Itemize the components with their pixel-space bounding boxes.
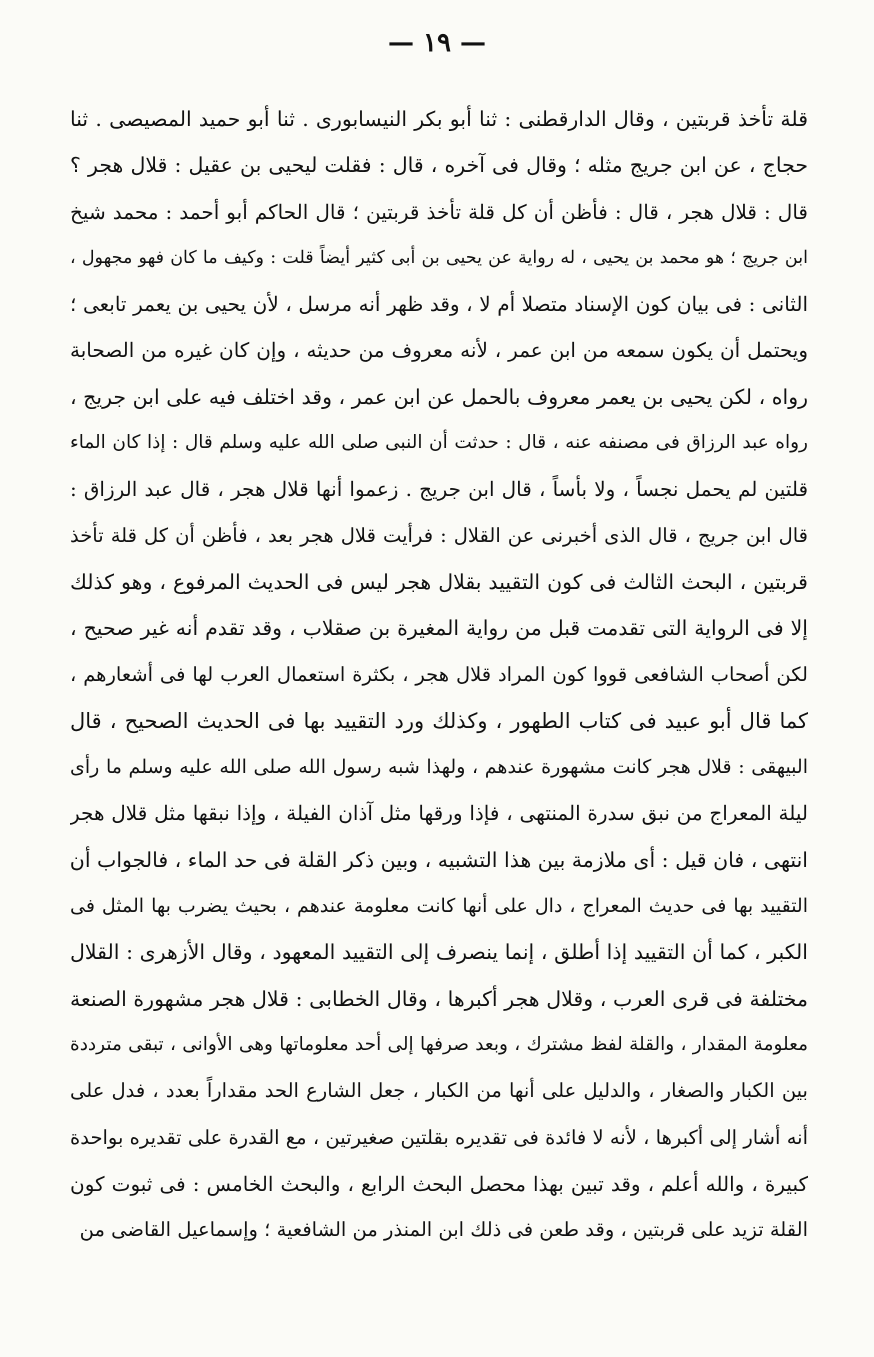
text-line: لكن أصحاب الشافعى قووا كون المراد قلال هجر ، بكثرة استعمال العرب لها فى أشعارهم ،	[70, 662, 808, 686]
text-line: الكبر ، كما أن التقييد إذا أطلق ، إنما ينصرف إلى التقييد المعهود ، وقال الأزهرى : القلال	[70, 940, 808, 965]
text-line: أنه أشار إلى أكبرها ، لأنه لا فائدة فى تقديره بقلتين صغيرتين ، مع القدرة على تقديره بواحدة	[70, 1125, 808, 1149]
text-line: قربتين ، البحث الثالث فى كون التقييد بقلال هجر ليس فى الحديث المرفوع ، وهو كذلك	[70, 569, 808, 594]
text-line: كما قال أبو عبيد فى كتاب الطهور ، وكذلك ورد التقييد بها فى الحديث الصحيح ، قال	[70, 708, 808, 733]
text-line: ليلة المعراج من نبق سدرة المنتهى ، فإذا ورقها مثل آذان الفيلة ، وإذا نبقها مثل قلال هجر	[70, 801, 808, 826]
text-line: ابن جريج ؛ هو محمد بن يحيى ، له رواية عن يحيى بن أبى كثير أيضاً قلت : وكيف ما كان فهو مجهول ،	[70, 247, 808, 268]
text-line: كبيرة ، والله أعلم ، وقد تبين بهذا محصل البحث الرابع ، والبحث الخامس : فى ثبوت كون	[70, 1171, 808, 1196]
text-line: القلة تزيد على قربتين ، وقد طعن فى ذلك ابن المنذر من الشافعية ؛ وإسماعيل القاضى من	[79, 1218, 808, 1242]
text-line: البيهقى : قلال هجر كانت مشهورة عندهم ، ولهذا شبه رسول الله صلى الله عليه وسلم ما رأى	[70, 756, 808, 779]
text-line: رواه ، لكن يحيى بن يعمر معروف بالحمل عن ابن عمر ، وقد اختلف فيه على ابن جريج ،	[70, 384, 808, 409]
body-text	[70, 96, 808, 1253]
text-line: حجاج ، عن ابن جريج مثله ؛ وقال فى آخره ، قال : فقلت ليحيى بن عقيل : قلال هجر ؟	[70, 153, 808, 178]
text-line: التقييد بها فى حديث المعراج ، دال على أنها كانت معلومة عندهم ، بحيث يضرب بها المثل فى	[70, 895, 808, 918]
text-line: بين الكبار والصغار ، والدليل على أنها من الكبار ، جعل الشارع الحد مقداراً بعدد ، فدل على	[70, 1079, 808, 1103]
text-line: قلتين لم يحمل نجساً ، ولا بأساً ، قال ابن جريج . زعموا أنها قلال هجر ، قال عبد الرزاق :	[70, 477, 808, 502]
text-line: قال ابن جريج ، قال الذى أخبرنى عن القلال : فرأيت قلال هجر بعد ، فأظن أن كل قلة تأخذ	[70, 523, 808, 547]
text-line: انتهى ، فان قيل : أى ملازمة بين هذا التشبيه ، وبين ذكر القلة فى حد الماء ، فالجواب أن	[70, 847, 808, 872]
text-line: إلا فى الرواية التى تقدمت قبل من رواية المغيرة بن صقلاب ، وقد تقدم أنه غير صحيح ،	[70, 616, 808, 641]
text-line: ويحتمل أن يكون سمعه من ابن عمر ، لأنه معروف من حديثه ، وإن كان غيره من الصحابة	[70, 338, 808, 363]
text-line: قلة تأخذ قربتين ، وقال الدارقطنى : ثنا أبو بكر النيسابورى . ثنا أبو حميد المصيصى . ثنا	[70, 107, 808, 131]
page-number: — ١٩ —	[387, 28, 487, 58]
text-line: قال : قلال هجر ، قال : فأظن أن كل قلة تأخذ قربتين ؛ قال الحاكم أبو أحمد : محمد شيخ	[70, 199, 808, 224]
text-line: الثانى : فى بيان كون الإسناد متصلا أم لا ، وقد ظهر أنه مرسل ، لأن يحيى بن يعمر تابعى ؛	[70, 292, 808, 317]
text-line: رواه عبد الرزاق فى مصنفه عنه ، قال : حدثت أن النبى صلى الله عليه وسلم قال : إذا كان الماء	[70, 432, 808, 454]
text-line: مختلفة فى قرى العرب ، وقلال هجر أكبرها ، وقال الخطابى : قلال هجر مشهورة الصنعة	[70, 986, 808, 1011]
text-line: معلومة المقدار ، والقلة لفظ مشترك ، وبعد صرفها إلى أحد معلوماتها وهى الأوانى ، تبقى مترددة	[70, 1033, 808, 1055]
